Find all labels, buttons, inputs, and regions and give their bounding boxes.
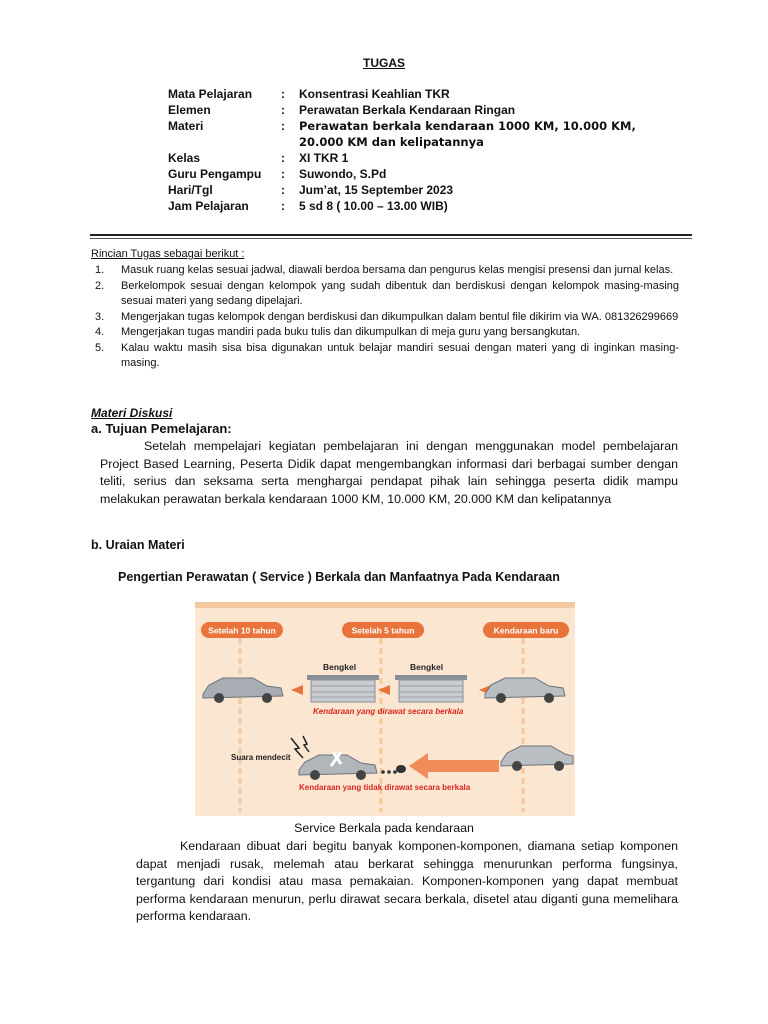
list-text: Kalau waktu masih sisa bisa digunakan untuk belajar mandiri sesuai dengan materi yang di inginkan masing-masing. — [121, 341, 679, 369]
list-number: 1. — [95, 264, 105, 276]
info-value: Suwondo, S.Pd — [299, 167, 387, 181]
list-number: 3. — [95, 310, 105, 323]
info-colon: : — [281, 119, 285, 133]
tujuan-heading: a. Tujuan Pemelajaran: — [91, 421, 232, 436]
label-10-years: Setelah 10 tahun — [208, 625, 276, 636]
task-list — [91, 263, 679, 372]
pengertian-heading: Pengertian Perawatan ( Service ) Berkala dan Manfaatnya Pada Kendaraan — [118, 570, 560, 584]
info-label: Hari/Tgl — [168, 183, 213, 197]
divider-line — [90, 234, 692, 236]
list-text: Masuk ruang kelas sesuai jadwal, diawali berdoa bersama dan pengurus kelas mengisi presensi dan jurnal kelas. — [121, 264, 674, 276]
list-item — [91, 279, 679, 310]
materi-diskusi-heading: Materi Diskusi — [91, 406, 173, 420]
list-text: Mengerjakan tugas kelompok dengan berdiskusi dan dikumpulkan dalam bentul file dikirim via WA. 081326299669 — [121, 310, 679, 323]
figure-top-band — [195, 602, 575, 608]
list-number: 2. — [95, 279, 105, 292]
info-colon: : — [281, 199, 285, 213]
list-item — [91, 341, 679, 372]
info-row-guru — [168, 166, 679, 182]
tujuan-paragraph — [100, 438, 678, 508]
list-item — [91, 325, 679, 341]
info-label: Kelas — [168, 151, 201, 165]
info-value: Perawatan Berkala Kendaraan Ringan — [299, 103, 516, 117]
info-label: Elemen — [168, 103, 211, 117]
info-label: Materi — [168, 119, 204, 133]
info-label: Mata Pelajaran — [168, 87, 253, 101]
info-row-mata-pelajaran — [168, 86, 679, 102]
info-row-elemen — [168, 102, 679, 118]
figure-caption: Service Berkala pada kendaraan — [294, 821, 474, 835]
info-table — [168, 86, 679, 214]
info-colon: : — [281, 183, 285, 197]
document-title: TUGAS — [363, 56, 405, 70]
info-colon: : — [281, 87, 285, 101]
info-colon: : — [281, 167, 285, 181]
rincian-heading: Rincian Tugas sebagai berikut : — [91, 248, 245, 260]
bengkel-label: Bengkel — [410, 662, 444, 672]
info-value: XI TKR 1 — [299, 151, 349, 165]
garage-icon — [307, 675, 379, 702]
list-text: Berkelompok sesuai dengan kelompok yang sudah dibentuk dan berdiskusi dengan kelompok masing-masing sesuai materi yang sedang dipelajari. — [121, 279, 679, 307]
info-row-jam — [168, 198, 679, 214]
maintained-caption: Kendaraan yang dirawat secara berkala — [313, 707, 464, 716]
bengkel-label: Bengkel — [323, 662, 357, 672]
label-new-car: Kendaraan baru — [493, 625, 559, 636]
tujuan-text: Setelah mempelajari kegiatan pembelajaran ini dengan menggunakan model pembelajaran Project Based Learning, Peserta Didik dapat mengembangkan informasi dari berbagai sumber dengan teliti, serius dan seksama serta menghargai pendapat pihak lain sehingga peserta didik mampu melakukan perawatan berkala kendaraan 1000 KM, 10.000 KM, 20.000 KM dan kelipatannya — [100, 439, 678, 506]
info-value: Perawatan berkala kendaraan 1000 KM, 10.000 KM, 20.000 KM dan kelipatannya — [299, 119, 636, 149]
label-5-years: Setelah 5 tahun — [351, 625, 415, 636]
info-row-materi — [168, 118, 679, 150]
info-label: Jam Pelajaran — [168, 199, 249, 213]
info-value: Jum’at, 15 September 2023 — [299, 183, 454, 197]
info-label: Guru Pengampu — [168, 167, 262, 181]
info-row-kelas — [168, 150, 679, 166]
garage-icon — [395, 675, 467, 702]
info-value: 5 sd 8 ( 10.00 – 13.00 WIB) — [299, 199, 448, 213]
list-item — [91, 263, 679, 279]
info-value: Konsentrasi Keahlian TKR — [299, 87, 450, 101]
not-maintained-caption: Kendaraan yang tidak dirawat secara berkala — [299, 783, 471, 792]
list-item — [91, 310, 679, 326]
info-colon: : — [281, 103, 285, 117]
uraian-heading: b. Uraian Materi — [91, 538, 185, 552]
divider-line — [90, 238, 692, 239]
description-text: Kendaraan dibuat dari begitu banyak komponen-komponen, diamana setiap komponen dapat menjadi rusak, melemah atau berkarat sehingga menurunkan performa fungsinya, tergantung dari kondisi atau masa pemakaian. Komponen-komponen yang dapat membuat performa kendaraan menurun, perlu dirawat secara berkala, disetel atau diganti guna memelihara performa kendaraan. — [136, 839, 678, 923]
list-text: Mengerjakan tugas mandiri pada buku tulis dan dikumpulkan di meja guru yang bersangkutan. — [121, 326, 581, 338]
list-number: 5. — [95, 341, 105, 354]
service-figure — [195, 602, 575, 816]
info-colon: : — [281, 151, 285, 165]
squeak-label: Suara mendecit — [231, 753, 291, 762]
info-row-hari — [168, 182, 679, 198]
list-number: 4. — [95, 326, 105, 338]
description-paragraph — [136, 838, 678, 926]
